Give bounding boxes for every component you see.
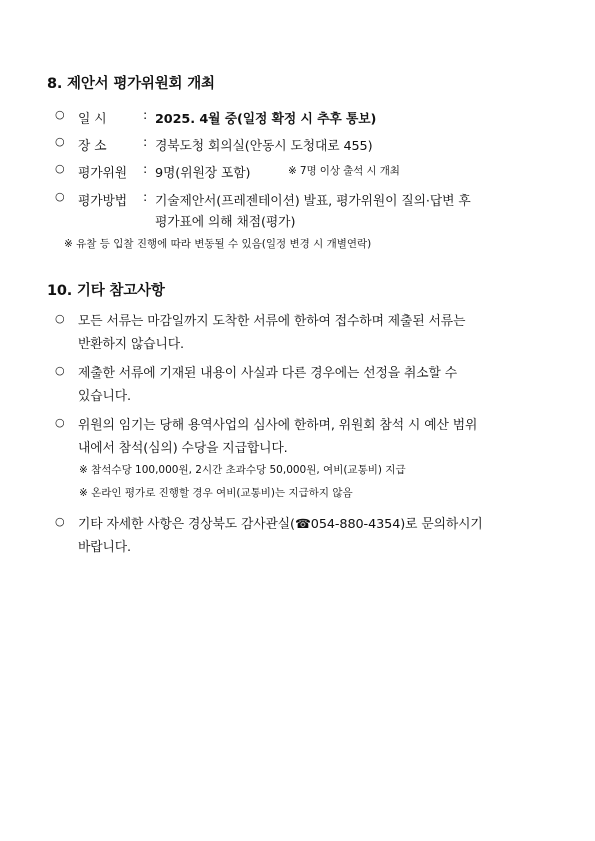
bullet: ○ [55, 312, 65, 325]
bullet: ○ [55, 135, 65, 148]
colon: : [143, 162, 148, 177]
method-value-line2: 평가표에 의해 채점(평가) [155, 215, 296, 230]
contact-note-line1: 기타 자세한 사항은 경상북도 감사관실(☎054-880-4354)로 문의하시기 [78, 517, 483, 532]
bullet: ○ [55, 162, 65, 175]
bullet: ○ [55, 190, 65, 203]
colon: : [143, 190, 148, 205]
section-8-title: 8. 제안서 평가위원회 개최 [47, 76, 215, 92]
schedule-footnote: ※ 유찰 등 입찰 진행에 따라 변동될 수 있음(일정 변경 시 개별연락) [64, 238, 372, 250]
bullet: ○ [55, 416, 65, 429]
committee-label: 평가위원 [78, 166, 128, 181]
term-note-line2: 내에서 참석(심의) 수당을 지급합니다. [78, 441, 288, 456]
schedule-value: 2025. 4월 중(일정 확정 시 추후 통보) [155, 112, 377, 127]
bullet: ○ [55, 108, 65, 121]
term-note-line1: 위원의 임기는 당해 용역사업의 심사에 한하며, 위원회 참석 시 예산 범위 [78, 418, 478, 433]
allowance-note: ※ 참석수당 100,000원, 2시간 초과수당 50,000원, 여비(교통비) 지급 [79, 464, 406, 476]
contact-note-line2: 바랍니다. [78, 540, 132, 555]
documents-note-line2: 반환하지 않습니다. [78, 337, 185, 352]
online-eval-note: ※ 온라인 평가로 진행할 경우 여비(교통비)는 지급하지 않음 [79, 487, 353, 499]
false-info-note-line2: 있습니다. [78, 389, 132, 404]
venue-value: 경북도청 회의실(안동시 도청대로 455) [155, 139, 373, 154]
committee-value: 9명(위원장 포함) [155, 166, 251, 181]
colon: : [143, 135, 148, 150]
schedule-label: 일 시 [78, 112, 107, 127]
venue-label: 장 소 [78, 139, 107, 154]
documents-note-line1: 모든 서류는 마감일까지 도착한 서류에 한하여 접수하며 제출된 서류는 [78, 314, 466, 329]
section-10-title: 10. 기타 참고사항 [47, 283, 165, 299]
bullet: ○ [55, 364, 65, 377]
method-value-line1: 기술제안서(프레젠테이션) 발표, 평가위원이 질의·답변 후 [155, 194, 471, 209]
quorum-note: ※ 7명 이상 출석 시 개최 [288, 165, 400, 177]
method-label: 평가방법 [78, 194, 128, 209]
colon: : [143, 108, 148, 123]
false-info-note-line1: 제출한 서류에 기재된 내용이 사실과 다른 경우에는 선정을 취소할 수 [78, 366, 458, 381]
bullet: ○ [55, 515, 65, 528]
